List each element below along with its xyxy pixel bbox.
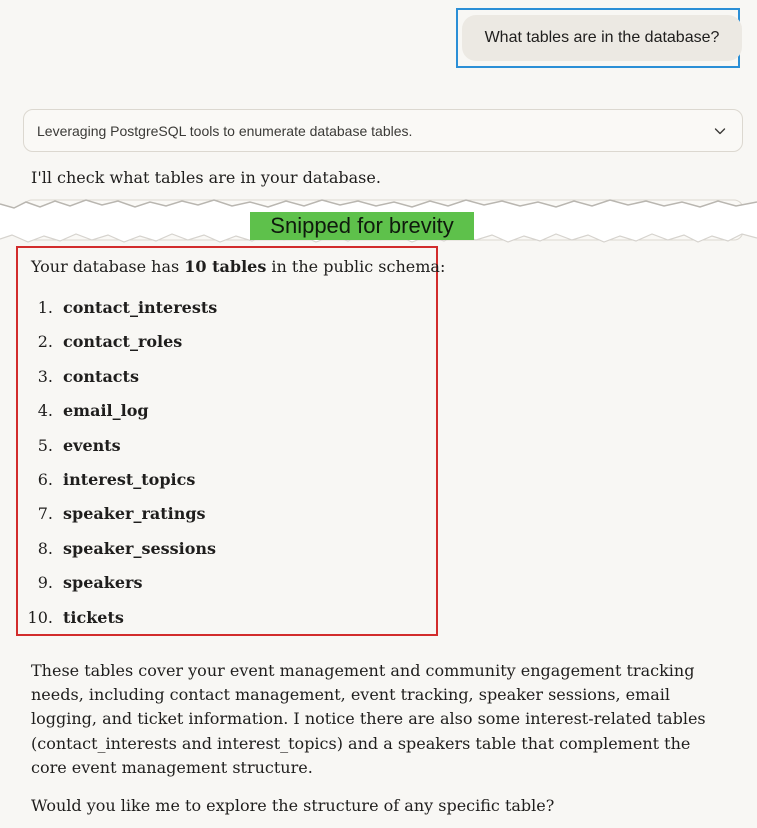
list-item (26, 572, 217, 606)
table-name: contact_interests (63, 298, 218, 317)
chevron-down-icon[interactable] (712, 123, 728, 139)
list-item (26, 435, 217, 469)
list-item (26, 469, 217, 503)
list-number: 3. (37, 366, 53, 386)
table-name: speakers (63, 573, 143, 593)
list-item (26, 297, 217, 331)
table-name: speaker_ratings (63, 504, 206, 524)
tool-use-accordion[interactable] (23, 109, 743, 152)
table-name: email_log (63, 401, 149, 421)
list-number: 8. (37, 538, 53, 558)
list-number: 6. (37, 469, 53, 489)
list-number: 9. (37, 573, 53, 593)
table-name: tickets (63, 607, 124, 627)
list-number: 4. (37, 401, 53, 421)
assistant-explanation: These tables cover your event management and community engagement tracking needs, including contact management, event tracking, speaker sessions, email logging, and ticket information. I notice there are also some interest-related tables (contact_interests and interest_topics) and a speakers table that complement the core event management structure. (31, 661, 706, 777)
list-number: 10. (27, 607, 53, 627)
list-item (26, 607, 217, 641)
list-item (26, 331, 217, 365)
assistant-followup-question: Would you like me to explore the structure of any specific table? (31, 796, 555, 815)
list-item (26, 538, 217, 572)
table-name: events (63, 435, 121, 455)
list-item (26, 503, 217, 537)
tool-use-label: Leveraging PostgreSQL tools to enumerate database tables. (37, 122, 413, 139)
user-message-text: What tables are in the database? (484, 29, 720, 46)
user-message-bubble (462, 15, 742, 61)
table-name: speaker_sessions (63, 538, 217, 558)
snipped-label: Snipped for brevity (250, 212, 474, 240)
list-number: 5. (37, 435, 53, 455)
list-item (26, 400, 217, 434)
list-number: 1. (37, 298, 53, 317)
list-number: 2. (37, 332, 53, 352)
assistant-intro: I'll check what tables are in your database. (31, 168, 381, 187)
summary-prefix: Your database has (31, 257, 185, 276)
table-name: interest_topics (63, 469, 196, 489)
table-name: contact_roles (63, 332, 183, 352)
summary-count: 10 tables (184, 257, 267, 276)
table-summary (31, 256, 445, 278)
table-name: contacts (63, 366, 139, 386)
list-number: 7. (37, 504, 53, 524)
list-item (26, 366, 217, 400)
table-list (26, 297, 217, 641)
summary-suffix: in the public schema: (266, 257, 446, 276)
